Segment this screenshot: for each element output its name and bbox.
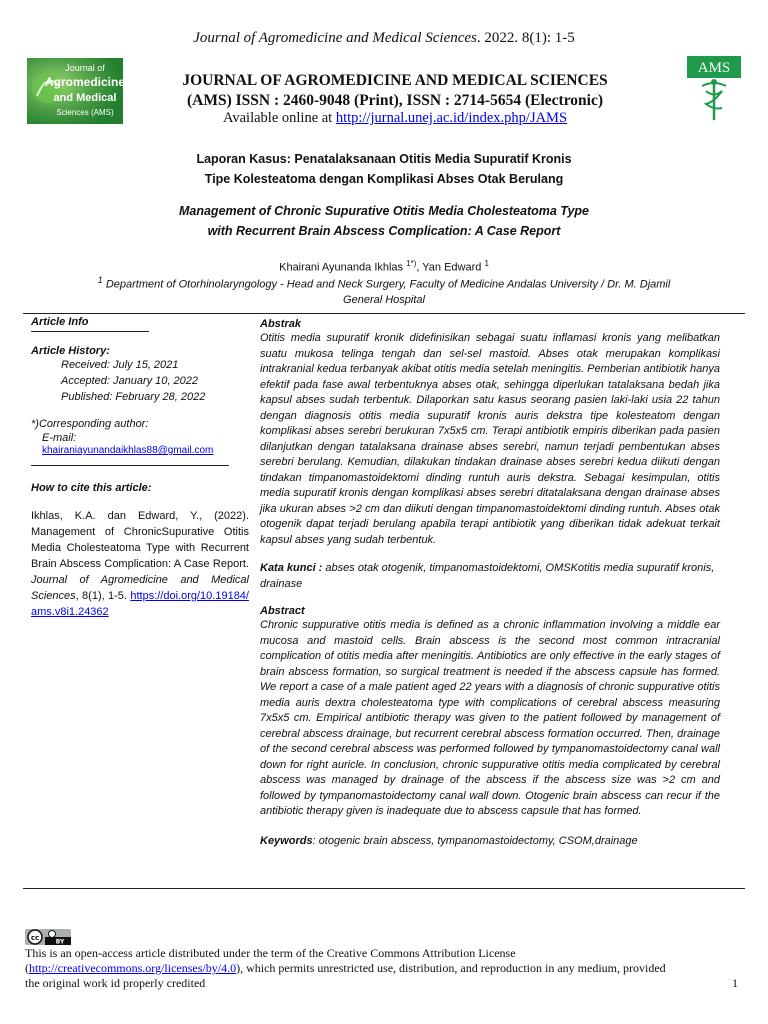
- article-info-rule: [31, 331, 149, 332]
- license-line3: the original work id properly credited: [25, 976, 206, 990]
- citation-main: Ikhlas, K.A. dan Edward, Y., (2022). Management of ChronicSupurative Otitis Media Cholesteatoma Type with Recurrent Brain Abscess Complication: A Case Report.: [31, 510, 249, 570]
- top-divider: [23, 313, 745, 314]
- logo-left-line3: and Medical: [53, 92, 117, 104]
- affiliation-number: 1: [97, 275, 103, 285]
- affiliation-line2: General Hospital: [343, 293, 425, 306]
- author-1: Khairani Ayunanda Ikhlas: [279, 261, 407, 274]
- title-id-line2: Tipe Kolesteatoma dengan Komplikasi Abses Otak Berulang: [204, 172, 564, 186]
- license-paren-open: (: [25, 961, 29, 975]
- citation-doi-link[interactable]: https://doi.org/10.19184/ams.v8i1.24362: [31, 590, 249, 618]
- kata-kunci-label: Kata kunci :: [260, 562, 326, 574]
- affiliation: [50, 273, 718, 308]
- by-icon: [49, 931, 56, 938]
- title-id-line1: Laporan Kasus: Penatalaksanaan Otitis Media Supuratif Kronis: [196, 152, 572, 166]
- cc-by-text: BY: [55, 938, 65, 945]
- page-number: 1: [732, 976, 738, 990]
- license-line2: [25, 961, 745, 976]
- running-head: [0, 30, 768, 47]
- abstrak-heading: Abstrak: [260, 318, 301, 330]
- available-online: [150, 110, 640, 127]
- article-info-heading: Article Info: [31, 316, 89, 328]
- logo-left-line1: Journal of: [65, 63, 105, 73]
- author-separator: ,: [416, 261, 423, 274]
- ams-logo-text: AMS: [697, 60, 731, 76]
- abstract-column: [260, 317, 720, 849]
- ams-logo: [686, 56, 742, 122]
- logo-left-line4: Sciences (AMS): [56, 108, 114, 117]
- journal-masthead: [150, 71, 640, 111]
- citation-volume: , 8(1), 1-5.: [75, 590, 127, 602]
- published-date: Published: February 28, 2022: [61, 391, 206, 403]
- citation-journal: Journal of Agromedicine and Medical Sciences: [31, 574, 249, 602]
- license-notice: [25, 946, 745, 991]
- author-email-link[interactable]: khairaniayunandaikhlas88@gmail.com: [42, 445, 214, 456]
- affiliation-line1: Department of Otorhinolaryngology - Head and Neck Surgery, Faculty of Medicine Andalas University / Dr. M. Djamil: [102, 278, 671, 291]
- abstract-heading: Abstract: [260, 605, 305, 617]
- running-journal-name: Journal of Agromedicine and Medical Sciences: [193, 30, 477, 46]
- received-date: Received: July 15, 2021: [61, 359, 179, 371]
- article-info-column: [31, 316, 251, 620]
- author-2-affil: 1: [484, 259, 489, 268]
- article-title-english: [0, 201, 768, 241]
- info-divider: [31, 465, 229, 466]
- article-title-indonesian: [0, 149, 768, 189]
- cc-by-badge[interactable]: [25, 929, 71, 945]
- abstract-body: Chronic suppurative otitis media is defined as a chronic inflammation involving a middle ear mucosa and mastoid cells. Brain abscess is the second most common intracranial complication of otitis media after meningitis. Antibiotics are only effective in the early stages of brain abscess formation, so surgical treatment is needed if the abscess capsule has formed. We report a case of a male patient aged 22 years with a diagnosis of chronic suppurative otitis media auris dextra cholesteatoma type with complications of cerebral abscess measuring 7x5x5 cm. Empirical antibiotic therapy was given to the patient followed by management of cerebral abscess drainage, but recurrent cerebral abscess formation occurred. Then, drainage of the second cerebral abscess was performed followed by tympanomastoidectomy canal wall down for right auricle. In conclusion, chronic suppurative otitis media complicated by cerebral abscess was managed by drainage of the abscess if the abscess size was >2 cm and followed by tympanomastoidectomy canal wall down. Otogenic brain abscess can recur if the antibiotic therapy given is inadequate due to abscess capsule that has formed.: [260, 619, 720, 817]
- corresponding-author-label: *)Corresponding author:: [31, 418, 149, 430]
- logo-left-line2: Agromedicine: [44, 75, 123, 89]
- cc-badge-text: cc: [30, 934, 40, 942]
- license-line2-rest: ), which permits unrestricted use, distribution, and reproduction in any medium, provided: [236, 961, 666, 975]
- keywords: [260, 834, 720, 850]
- author-1-affil: 1*): [406, 259, 417, 268]
- citation: [31, 508, 249, 620]
- article-history-heading: Article History:: [31, 345, 110, 357]
- kata-kunci-text: abses otak otogenik, timpanomastoidektomi, OMSKotitis media supuratif kronis, drainase: [260, 562, 715, 590]
- running-issue: . 2022. 8(1): 1-5: [476, 30, 575, 46]
- journal-issn: (AMS) ISSN : 2460-9048 (Print), ISSN : 2714-5654 (Electronic): [186, 92, 604, 109]
- accepted-date: Accepted: January 10, 2022: [61, 375, 198, 387]
- journal-url-link[interactable]: http://jurnal.unej.ac.id/index.php/JAMS: [335, 110, 568, 126]
- license-line1: This is an open-access article distributed under the term of the Creative Commons Attribution License: [25, 946, 516, 960]
- author-2: Yan Edward: [422, 261, 485, 274]
- abstrak-body: Otitis media supuratif kronik didefinisikan sebagai suatu inflamasi kronis yang melibatkan suatu mukosa telinga tengah dan sel-sel mastoid. Abses otak merupakan komplikasi intrakranial kedua terbanyak akibat otitis media setelah meningitis. Pemberian antibiotik hanya efektif pada fase awal terbentuknya abses otak, sehingga diperlukan tatalaksana bedah jika kapsul abses sudah terbentuk. Dilaporkan satu kasus seorang pasien laki-laki usia 22 tahun dengan diagnosis otitis media supuratif kronis auris dekstra tipe kolesteatom dengan komplikasi abses serebri berukuran 7x5x5 cm. Terapi antibiotik empiris diberikan pada pasien dilanjutkan dengan tatalaksana drainase abses serebri, namun terjadi pembentukan abses serebri berulang. Kemudian, dilakukan tindakan drainase abses serebri kedua diikuti dengan tindakan timpanomastoidektomi dinding runtuh auris dekstra. Sebagai kesimpulan, otitis media supuratif kronis dengan komplikasi abses serebri ditatalaksana dengan drainase abses jika ukuran abses >2 cm dan diikuti dengan timpanomastoidektomi dinding runtuh. Abses otak otogenik dapat terjadi berulang apabila terapi antibiotik yang diberikan tidak adekuat terkait kapsul abses yang sudah terbentuk.: [260, 332, 720, 546]
- cite-heading: How to cite this article:: [31, 482, 152, 494]
- keywords-label: Keywords: [260, 834, 313, 847]
- title-en-line2: with Recurrent Brain Abscess Complication: A Case Report: [207, 224, 561, 238]
- keywords-text: : otogenic brain abscess, tympanomastoidectomy, CSOM,drainage: [312, 834, 638, 847]
- journal-name: JOURNAL OF AGROMEDICINE AND MEDICAL SCIENCES: [182, 72, 608, 89]
- kata-kunci: [260, 561, 720, 592]
- email-label: E-mail:: [42, 432, 77, 444]
- journal-logo-left: [27, 58, 123, 124]
- title-en-line1: Management of Chronic Supurative Otitis Media Cholesteatoma Type: [178, 204, 590, 218]
- license-url-link[interactable]: http://creativecommons.org/licenses/by/4.0: [29, 961, 237, 975]
- available-label: Available online at: [222, 110, 336, 126]
- bottom-divider: [23, 888, 745, 889]
